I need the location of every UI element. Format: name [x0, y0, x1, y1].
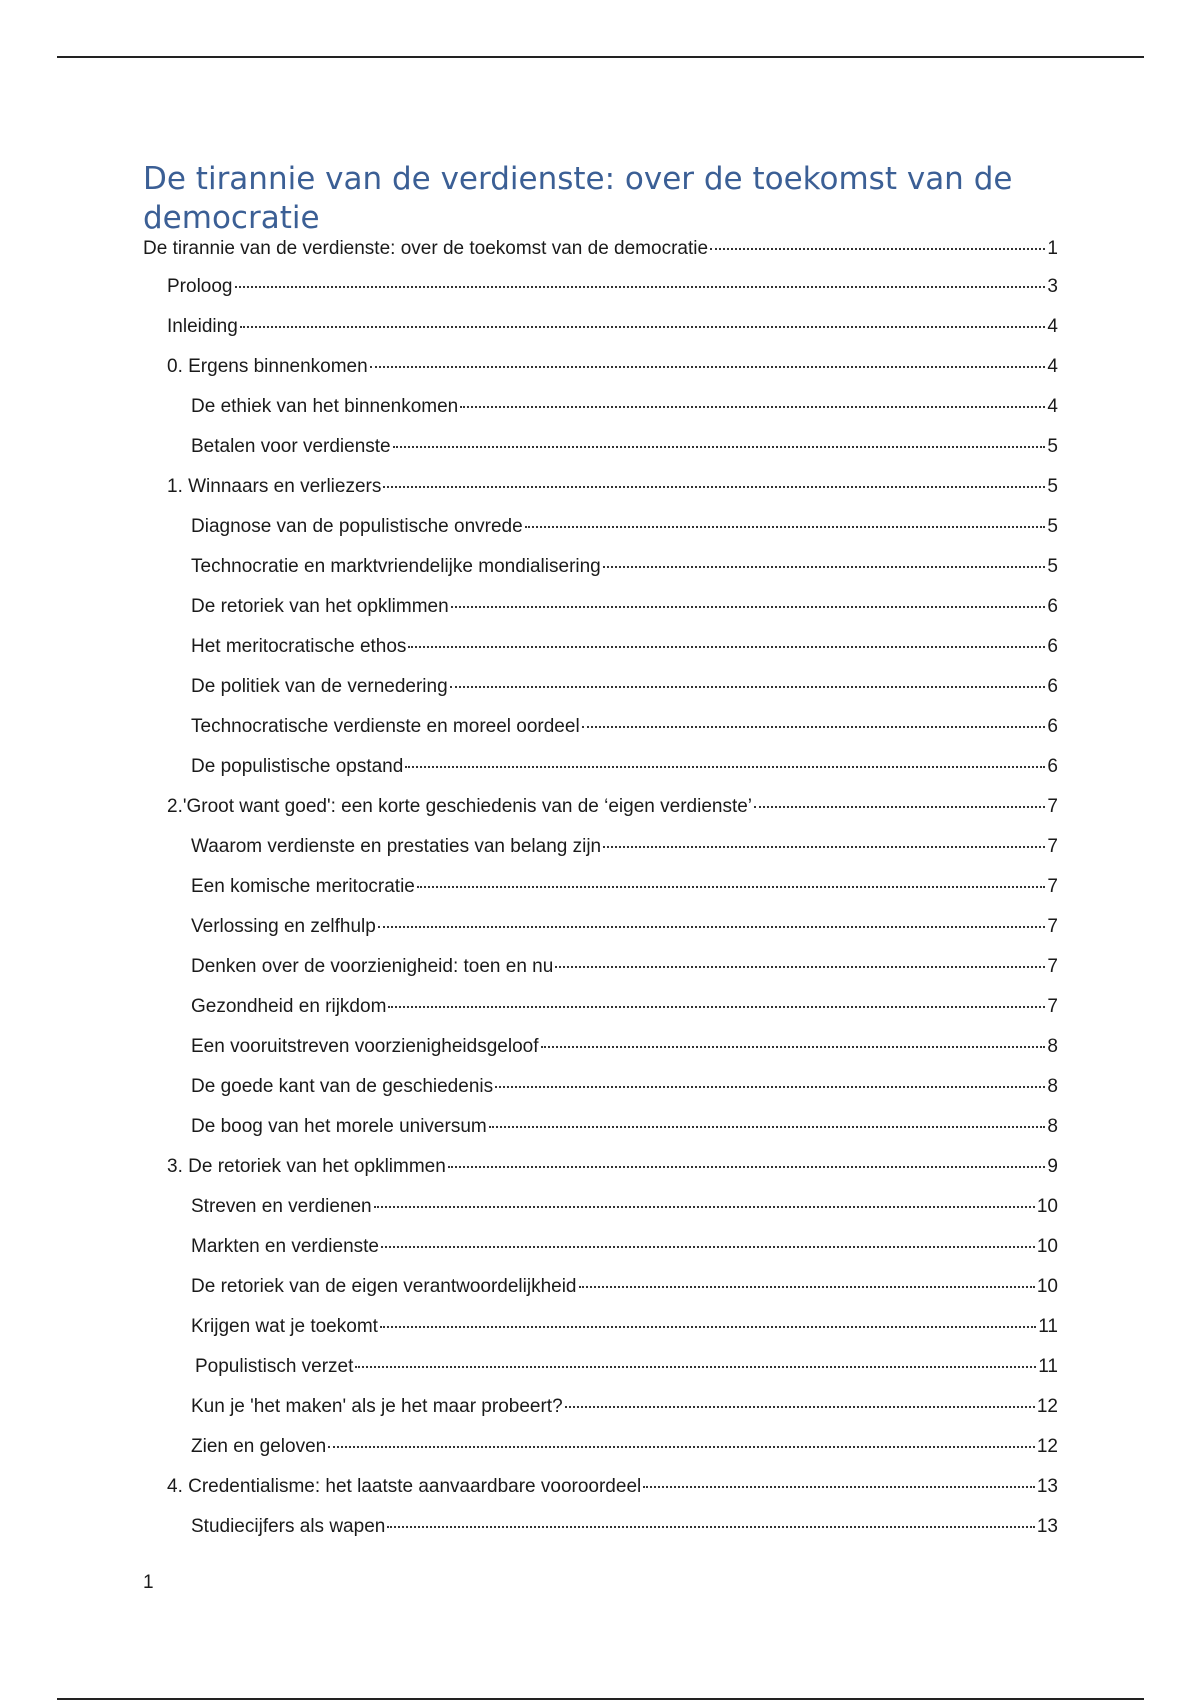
toc-entry[interactable] [143, 1316, 1058, 1356]
toc-entry[interactable] [143, 436, 1058, 476]
toc-entry[interactable] [143, 1116, 1058, 1156]
toc-dot-leader [603, 846, 1045, 848]
toc-entry-label: Markten en verdienste [191, 1236, 379, 1257]
toc-entry-label: Een komische meritocratie [191, 876, 415, 897]
toc-dot-leader [374, 1206, 1035, 1208]
toc-entry-page-number: 4 [1047, 316, 1058, 337]
toc-entry-page-number: 10 [1036, 1276, 1058, 1297]
toc-entry-page-number: 11 [1038, 1356, 1058, 1377]
toc-entry-page-number: 11 [1038, 1316, 1058, 1337]
toc-dot-leader [393, 446, 1046, 448]
toc-entry-label: Streven en verdienen [191, 1196, 372, 1217]
toc-entry[interactable] [143, 516, 1058, 556]
toc-entry-page-number: 6 [1047, 676, 1058, 697]
toc-entry-page-number: 7 [1047, 956, 1058, 977]
toc-entry[interactable] [143, 1276, 1058, 1316]
toc-entry-page-number: 9 [1047, 1156, 1058, 1177]
toc-entry-label: Populistisch verzet [195, 1356, 354, 1377]
toc-entry[interactable] [143, 276, 1058, 316]
toc-entry-label: Het meritocratische ethos [191, 636, 407, 657]
toc-entry-label: Zien en geloven [191, 1436, 327, 1457]
toc-entry[interactable] [143, 1036, 1058, 1076]
toc-entry-label: Een vooruitstreven voorzienigheidsgeloof [191, 1036, 539, 1057]
toc-entry[interactable] [143, 596, 1058, 636]
toc-entry-page-number: 7 [1047, 796, 1058, 817]
toc-dot-leader [710, 248, 1045, 250]
toc-dot-leader [328, 1446, 1035, 1448]
toc-dot-leader [388, 1006, 1045, 1008]
toc-entry[interactable] [143, 476, 1058, 516]
toc-entry[interactable] [143, 716, 1058, 756]
toc-entry-page-number: 12 [1036, 1396, 1058, 1417]
toc-entry-page-number: 7 [1047, 916, 1058, 937]
toc-dot-leader [643, 1486, 1035, 1488]
toc-entry-label: 1. Winnaars en verliezers [167, 476, 382, 497]
toc-dot-leader [460, 406, 1045, 408]
toc-entry-page-number: 12 [1036, 1436, 1058, 1457]
toc-entry-label: Proloog [167, 276, 233, 297]
toc-entry[interactable] [143, 756, 1058, 796]
toc-entry[interactable] [143, 316, 1058, 356]
toc-entry-label: De politiek van de vernedering [191, 676, 448, 697]
toc-dot-leader [408, 646, 1045, 648]
toc-dot-leader [235, 286, 1046, 288]
toc-entry-page-number: 1 [1047, 238, 1058, 259]
toc-entry-label: De tirannie van de verdienste: over de toekomst van de democratie [143, 238, 709, 259]
toc-dot-leader [383, 486, 1045, 488]
toc-entry[interactable] [143, 876, 1058, 916]
document-page [143, 160, 1058, 1556]
toc-entry[interactable] [143, 956, 1058, 996]
toc-dot-leader [579, 1286, 1035, 1288]
toc-entry-label: Technocratische verdienste en moreel oordeel [191, 716, 580, 737]
toc-dot-leader [380, 1326, 1036, 1328]
toc-entry[interactable] [143, 916, 1058, 956]
toc-entry-label: De retoriek van de eigen verantwoordelijkheid [191, 1276, 577, 1297]
toc-entry-page-number: 13 [1036, 1476, 1058, 1497]
toc-entry[interactable] [143, 1396, 1058, 1436]
toc-entry-page-number: 8 [1047, 1116, 1058, 1137]
toc-dot-leader [378, 926, 1046, 928]
toc-entry-page-number: 8 [1047, 1036, 1058, 1057]
toc-entry-label: Krijgen wat je toekomt [191, 1316, 378, 1337]
toc-entry[interactable] [143, 1516, 1058, 1556]
toc-entry-label: Betalen voor verdienste [191, 436, 391, 457]
toc-entry-page-number: 6 [1047, 756, 1058, 777]
toc-entry-page-number: 5 [1047, 516, 1058, 537]
toc-entry-page-number: 10 [1036, 1196, 1058, 1217]
toc-entry-label: De goede kant van de geschiedenis [191, 1076, 494, 1097]
toc-entry[interactable] [143, 1436, 1058, 1476]
toc-entry[interactable] [143, 396, 1058, 436]
toc-entry-label: Denken over de voorzienigheid: toen en nu [191, 956, 554, 977]
toc-entry-label: Kun je 'het maken' als je het maar probeert? [191, 1396, 563, 1417]
toc-entry-page-number: 6 [1047, 716, 1058, 737]
toc-entry[interactable] [143, 1476, 1058, 1516]
toc-dot-leader [417, 886, 1046, 888]
toc-dot-leader [489, 1126, 1046, 1128]
toc-entry[interactable] [143, 676, 1058, 716]
toc-entry-label: Studiecijfers als wapen [191, 1516, 386, 1537]
toc-dot-leader [603, 566, 1046, 568]
document-title: De tirannie van de verdienste: over de toekomst van de democratie [143, 161, 1013, 236]
toc-entry-page-number: 7 [1047, 836, 1058, 857]
toc-entry-label: 3. De retoriek van het opklimmen [167, 1156, 446, 1177]
table-of-contents [143, 238, 1058, 1556]
toc-entry[interactable] [143, 996, 1058, 1036]
toc-entry[interactable] [143, 1196, 1058, 1236]
toc-dot-leader [565, 1406, 1035, 1408]
toc-dot-leader [370, 366, 1046, 368]
toc-entry[interactable] [143, 556, 1058, 596]
toc-dot-leader [355, 1366, 1036, 1368]
toc-entry-page-number: 13 [1036, 1516, 1058, 1537]
toc-entry-page-number: 5 [1047, 476, 1058, 497]
toc-dot-leader [448, 1166, 1046, 1168]
toc-dot-leader [541, 1046, 1046, 1048]
toc-entry-label: Waarom verdienste en prestaties van belang zijn [191, 836, 602, 857]
toc-entry-label: 2.'Groot want goed': een korte geschiedenis van de ‘eigen verdienste’ [167, 796, 753, 817]
toc-entry-label: Verlossing en zelfhulp [191, 916, 376, 937]
toc-entry[interactable] [143, 796, 1058, 836]
toc-entry-label: De boog van het morele universum [191, 1116, 487, 1137]
toc-entry[interactable] [143, 836, 1058, 876]
toc-entry-label: Gezondheid en rijkdom [191, 996, 387, 1017]
toc-entry-label: De retoriek van het opklimmen [191, 596, 449, 617]
toc-dot-leader [754, 806, 1045, 808]
toc-dot-leader [525, 526, 1046, 528]
toc-dot-leader [495, 1086, 1045, 1088]
toc-dot-leader [451, 606, 1046, 608]
toc-entry[interactable] [143, 1236, 1058, 1276]
toc-dot-leader [582, 726, 1046, 728]
toc-entry-label: De ethiek van het binnenkomen [191, 396, 459, 417]
toc-entry-page-number: 5 [1047, 556, 1058, 577]
toc-entry-page-number: 6 [1047, 596, 1058, 617]
toc-entry-label: Diagnose van de populistische onvrede [191, 516, 523, 537]
toc-entry-page-number: 7 [1047, 876, 1058, 897]
toc-dot-leader [555, 966, 1045, 968]
toc-dot-leader [405, 766, 1045, 768]
toc-entry[interactable] [143, 1356, 1058, 1396]
toc-dot-leader [240, 326, 1046, 328]
toc-entry-page-number: 6 [1047, 636, 1058, 657]
toc-entry-page-number: 4 [1047, 396, 1058, 417]
toc-entry-page-number: 3 [1047, 276, 1058, 297]
page-top-border [57, 56, 1144, 58]
toc-entry-page-number: 7 [1047, 996, 1058, 1017]
toc-entry[interactable] [143, 1156, 1058, 1196]
toc-entry[interactable] [143, 1076, 1058, 1116]
toc-entry-page-number: 5 [1047, 436, 1058, 457]
toc-entry-label: De populistische opstand [191, 756, 404, 777]
toc-dot-leader [450, 686, 1046, 688]
toc-entry-page-number: 4 [1047, 356, 1058, 377]
footer-page-number: 1 [143, 1572, 154, 1593]
toc-entry-label: 4. Credentialisme: het laatste aanvaardbare vooroordeel [167, 1476, 642, 1497]
toc-dot-leader [387, 1526, 1035, 1528]
toc-dot-leader [381, 1246, 1035, 1248]
toc-entry-label: Technocratie en marktvriendelijke mondialisering [191, 556, 601, 577]
toc-entry-label: Inleiding [167, 316, 238, 337]
toc-entry[interactable] [143, 636, 1058, 676]
toc-entry[interactable] [143, 356, 1058, 396]
toc-entry-page-number: 10 [1036, 1236, 1058, 1257]
toc-entry-label: 0. Ergens binnenkomen [167, 356, 368, 377]
toc-entry[interactable] [143, 238, 1058, 276]
toc-entry-page-number: 8 [1047, 1076, 1058, 1097]
